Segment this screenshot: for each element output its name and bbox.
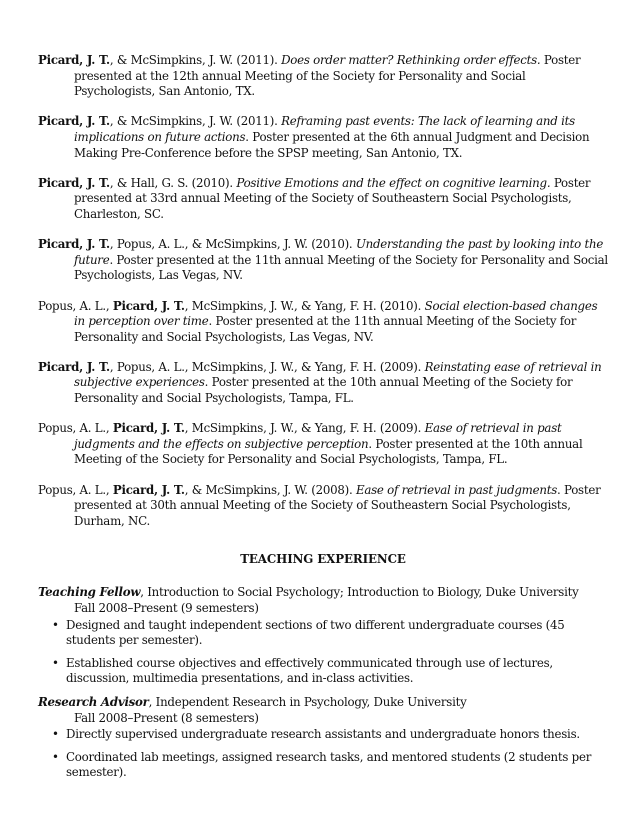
reference-title: Does order matter? Rethinking order effects.: [281, 53, 541, 67]
job-detail: , Introduction to Social Psychology; Introduction to Biology, Duke University: [140, 585, 579, 600]
references-list: [38, 53, 608, 529]
reference-title: Ease of retrieval in past judgments: [355, 482, 557, 497]
reference-entry: Popus, A. L., Picard, J. T., & McSimpkins, J. W. (2008). Ease of retrieval in past judgments. Poster presented at 30th annual Meeting of the Society of Southeastern Social Psychologists, Durham, NC.: [38, 482, 601, 528]
bullet-icon: •: [52, 655, 59, 670]
author-name: Picard, J. T.: [112, 482, 185, 497]
reference-title: Understanding the past by looking into the future: [74, 237, 604, 267]
job-dates: Fall 2008–Present (9 semesters): [74, 601, 259, 615]
job-detail: , Independent Research in Psychology, Duke University: [148, 694, 467, 709]
teaching-job: [38, 695, 608, 781]
bullet-item: • Coordinated lab meetings, assigned research tasks, and mentored students (2 students per semester).: [52, 749, 592, 780]
job-bullets: [38, 618, 608, 687]
section-heading-teaching: TEACHING EXPERIENCE: [240, 552, 406, 567]
author-name: Picard, J. T.: [38, 175, 110, 190]
reference-title: Reinstating ease of retrieval in subjective experiences: [74, 359, 602, 390]
reference-entry: Picard, J. T., Popus, A. L., McSimpkins, J. W., & Yang, F. H. (2009). Reinstating ease of retrieval in subjective experiences. Poster presented at the 10th annual Meeting of the Society for Personality and Social Psychologists, Tampa, FL.: [38, 359, 602, 406]
author-name: Picard, J. T.: [112, 421, 185, 436]
job-role: Research Advisor: [38, 694, 149, 709]
reference-entry: Picard, J. T., & Hall, G. S. (2010). Positive Emotions and the effect on cognitive learning. Poster presented at 33rd annual Meeting of the Society of Southeastern Social Psychologists, Charleston, SC.: [38, 175, 591, 221]
reference-entry: Picard, J. T., & McSimpkins, J. W. (2011). Does order matter? Rethinking order effects. Poster presented at the 12th annual Meeting of the Society for Personality and Social Psychologists, San Antonio, TX.: [38, 53, 581, 99]
bullet-icon: •: [52, 749, 59, 764]
author-name: Picard, J. T.: [38, 359, 110, 374]
teaching-job: [38, 585, 608, 687]
author-name: Picard, J. T.: [38, 114, 110, 129]
bullet-item: • Established course objectives and effectively communicated through use of lectures, discussion, multimedia presentations, and in-class activities.: [52, 655, 553, 686]
job-heading: [38, 585, 608, 601]
job-dates: Fall 2008–Present (8 semesters): [74, 710, 259, 725]
reference-entry: Picard, J. T., Popus, A. L., & McSimpkins, J. W. (2010). Understanding the past by looking into the future. Poster presented at the 11th annual Meeting of the Society for Personality and Social Psychologists, Las Vegas, NV.: [38, 237, 608, 283]
reference-entry: Popus, A. L., Picard, J. T., McSimpkins, J. W., & Yang, F. H. (2009). Ease of retrieval in past judgments and the effects on subjective perception. Poster presented at the 10th annual Meeting of the Society for Personality and Social Psychologists, Tampa, FL.: [38, 421, 583, 467]
author-name: Picard, J. T.: [38, 237, 110, 252]
reference-entry: Picard, J. T., & McSimpkins, J. W. (2011). Reframing past events: The lack of learning and its implications on future actions. Poster presented at the 6th annual Judgment and Decision Making Pre-Conference before the SPSP meeting, San Antonio, TX.: [38, 114, 590, 160]
reference-entry: Popus, A. L., Picard, J. T., McSimpkins, J. W., & Yang, F. H. (2010). Social election-based changes in perception over time. Poster presented at the 11th annual Meeting of the Society for Personality and Social Psychologists, Las Vegas, NV.: [38, 298, 598, 344]
job-heading: [38, 695, 608, 711]
reference-title: Reframing past events: The lack of learning and its implications on future actions: [74, 114, 575, 144]
job-role: Teaching Fellow: [38, 585, 141, 600]
author-name: Picard, J. T.: [112, 298, 185, 313]
bullet-item: • Directly supervised undergraduate research assistants and undergraduate honors thesis.: [52, 727, 580, 742]
reference-title: Positive Emotions and the effect on cognitive learning.: [236, 175, 551, 190]
job-bullets: [38, 727, 608, 781]
bullet-icon: •: [52, 727, 59, 742]
bullet-item: • Designed and taught independent sections of two different undergraduate courses (45 students per semester).: [52, 617, 565, 648]
author-name: Picard, J. T.: [38, 53, 110, 67]
reference-title: Social election-based changes in perception over time: [74, 298, 598, 329]
bullet-icon: •: [52, 617, 59, 632]
reference-title: Ease of retrieval in past judgments and the effects on subjective perception: [74, 421, 562, 451]
